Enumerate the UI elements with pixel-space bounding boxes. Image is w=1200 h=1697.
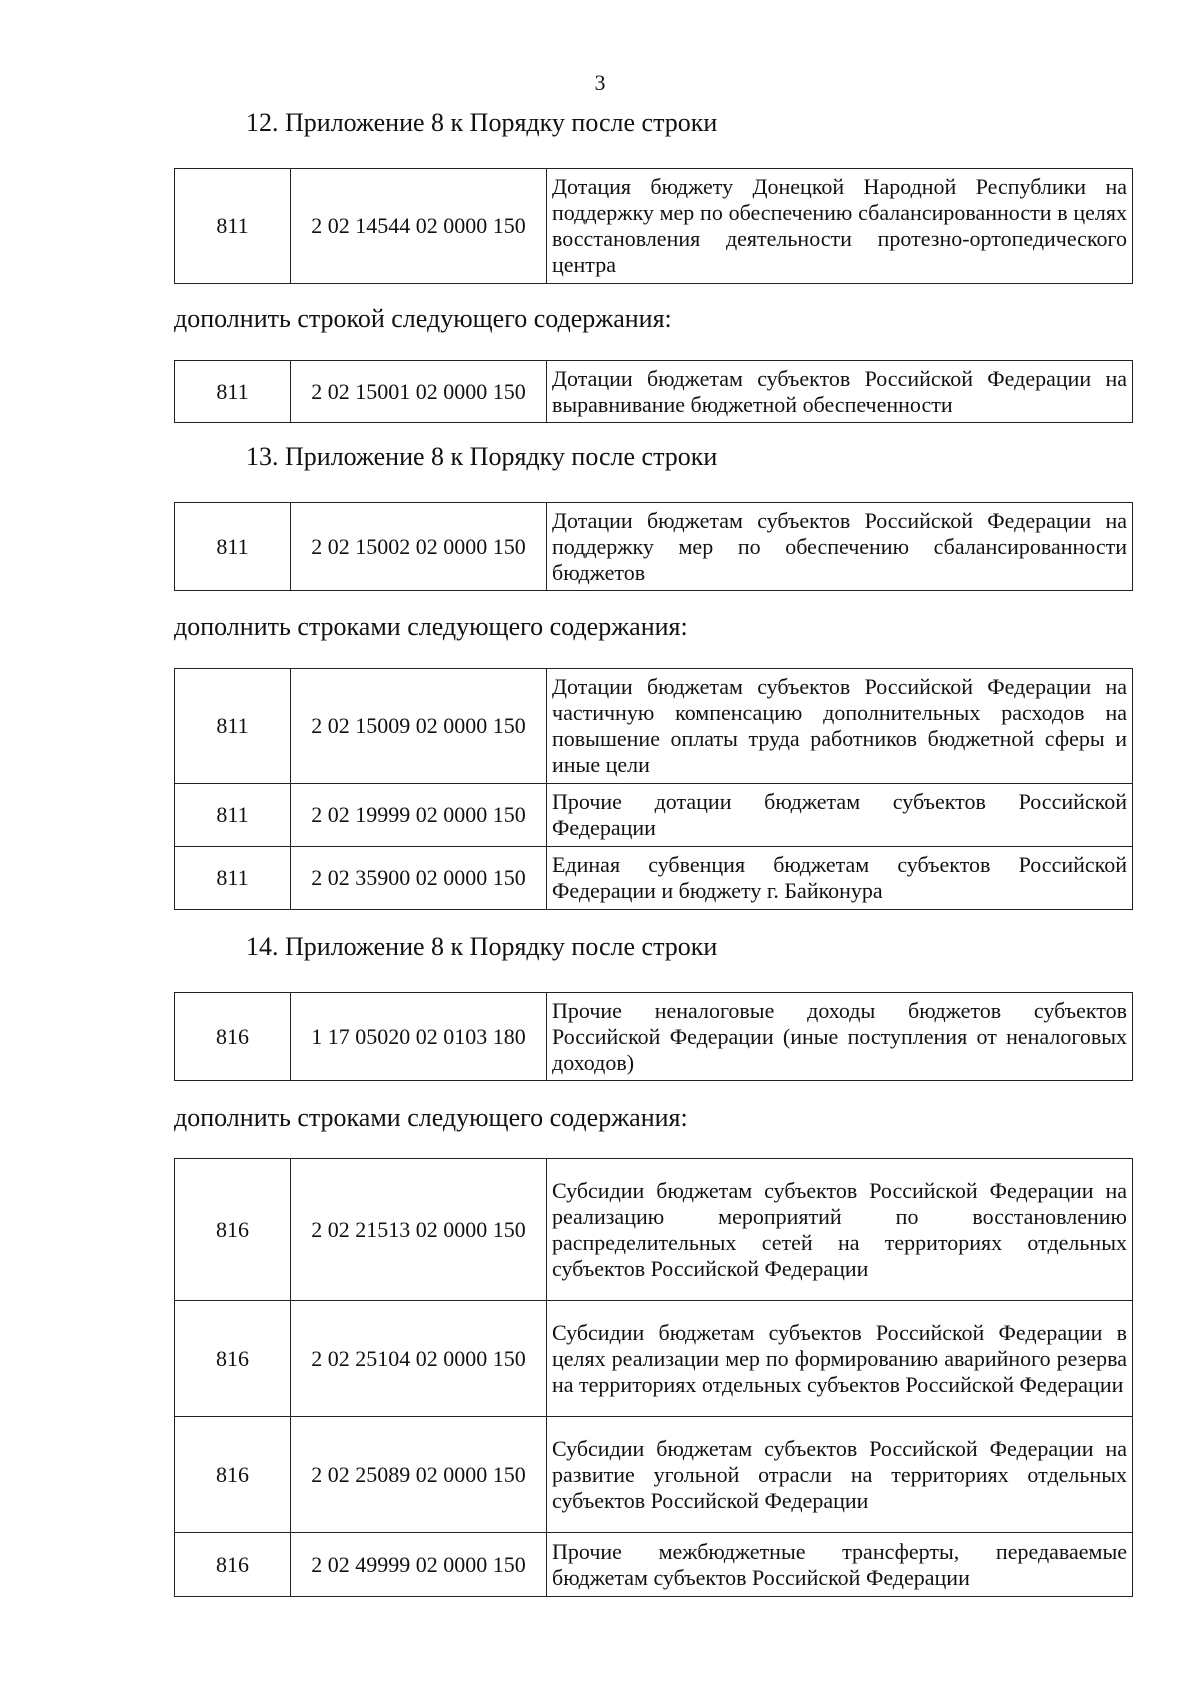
income-name: Дотации бюджетам субъектов Российской Федерации на выравнивание бюджетной обеспеченности (547, 361, 1133, 423)
section-13-action: дополнить строками следующего содержания: (174, 612, 688, 641)
admin-code: 811 (175, 503, 291, 591)
section-13-heading: 13. Приложение 8 к Порядку после строки (246, 442, 718, 471)
budget-code: 2 02 25089 02 0000 150 (291, 1417, 547, 1533)
section-14-action: дополнить строками следующего содержания: (174, 1103, 688, 1132)
income-name: Прочие межбюджетные трансферты, передаваемые бюджетам субъектов Российской Федерации (547, 1533, 1133, 1597)
admin-code: 811 (175, 784, 291, 847)
income-name: Дотации бюджетам субъектов Российской Федерации на частичную компенсацию дополнительных расходов на повышение оплаты труда работников бюджетной сферы и иные цели (547, 669, 1133, 784)
budget-code: 2 02 15001 02 0000 150 (291, 361, 547, 423)
table-row (175, 1417, 1133, 1533)
income-name: Прочие неналоговые доходы бюджетов субъектов Российской Федерации (иные поступления от неналоговых доходов) (547, 993, 1133, 1081)
income-name: Дотации бюджетам субъектов Российской Федерации на поддержку мер по обеспечению сбалансированности бюджетов (547, 503, 1133, 591)
admin-code: 816 (175, 993, 291, 1081)
income-name: Дотация бюджету Донецкой Народной Республики на поддержку мер по обеспечению сбалансированности в целях восстановления деятельности протезно-ортопедического центра (547, 169, 1133, 284)
admin-code: 811 (175, 669, 291, 784)
admin-code: 811 (175, 361, 291, 423)
table-row (175, 169, 1133, 284)
section-12-added-table (174, 360, 1133, 423)
budget-code: 2 02 15002 02 0000 150 (291, 503, 547, 591)
section-13-added-table (174, 668, 1133, 910)
admin-code: 816 (175, 1417, 291, 1533)
budget-code: 2 02 25104 02 0000 150 (291, 1301, 547, 1417)
section-12-anchor-table (174, 168, 1133, 284)
table-row (175, 784, 1133, 847)
budget-code: 2 02 15009 02 0000 150 (291, 669, 547, 784)
admin-code: 816 (175, 1301, 291, 1417)
section-14-anchor-table (174, 992, 1133, 1081)
income-name: Субсидии бюджетам субъектов Российской Федерации на развитие угольной отрасли на территориях отдельных субъектов Российской Федерации (547, 1417, 1133, 1533)
section-13-anchor-table (174, 502, 1133, 591)
budget-code: 2 02 19999 02 0000 150 (291, 784, 547, 847)
admin-code: 816 (175, 1533, 291, 1597)
income-name: Прочие дотации бюджетам субъектов Российской Федерации (547, 784, 1133, 847)
budget-code: 2 02 49999 02 0000 150 (291, 1533, 547, 1597)
table-row (175, 361, 1133, 423)
section-12-heading: 12. Приложение 8 к Порядку после строки (246, 108, 718, 137)
admin-code: 811 (175, 847, 291, 910)
income-name: Субсидии бюджетам субъектов Российской Федерации на реализацию мероприятий по восстановлению распределительных сетей на территориях отдельных субъектов Российской Федерации (547, 1159, 1133, 1301)
income-name: Субсидии бюджетам субъектов Российской Федерации в целях реализации мер по формированию аварийного резерва на территориях отдельных субъектов Российской Федерации (547, 1301, 1133, 1417)
income-name: Единая субвенция бюджетам субъектов Российской Федерации и бюджету г. Байконура (547, 847, 1133, 910)
table-row (175, 1159, 1133, 1301)
budget-code: 1 17 05020 02 0103 180 (291, 993, 547, 1081)
admin-code: 816 (175, 1159, 291, 1301)
section-14-heading: 14. Приложение 8 к Порядку после строки (246, 932, 718, 961)
section-12-action: дополнить строкой следующего содержания: (174, 304, 672, 333)
table-row (175, 847, 1133, 910)
page-number: 3 (594, 70, 606, 95)
admin-code: 811 (175, 169, 291, 284)
table-row (175, 669, 1133, 784)
table-row (175, 1533, 1133, 1597)
budget-code: 2 02 14544 02 0000 150 (291, 169, 547, 284)
table-row (175, 1301, 1133, 1417)
budget-code: 2 02 21513 02 0000 150 (291, 1159, 547, 1301)
section-14-added-table (174, 1158, 1133, 1597)
table-row (175, 993, 1133, 1081)
budget-code: 2 02 35900 02 0000 150 (291, 847, 547, 910)
table-row (175, 503, 1133, 591)
